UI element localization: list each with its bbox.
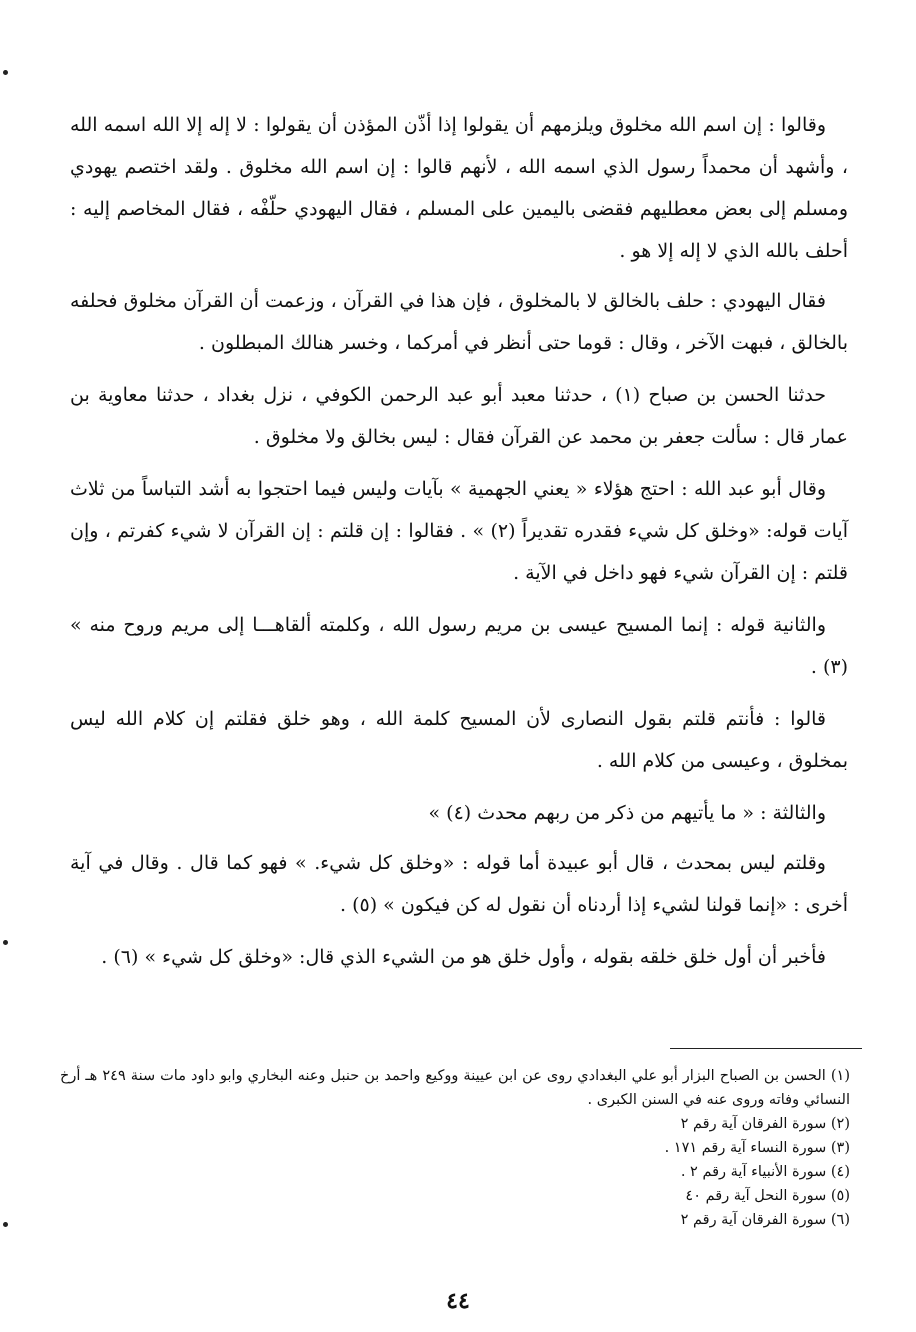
footnote-separator (670, 1048, 862, 1049)
paragraph: وقلتم ليس بمحدث ، قال أبو عبيدة أما قوله : «وخلق كل شيء. » فهو كما قال . وقال في آية أخرى : «إنما قولنا لشيء إذا أردناه أن نقول له كن فيكون » (٥) . (70, 852, 848, 916)
main-text (70, 104, 848, 988)
paragraph: حدثنا الحسن بن صباح (١) ، حدثنا معبد أبو عبد الرحمن الكوفي ، نزل بغداد ، حدثنا معاوية بن عمار قال : سألت جعفر بن محمد عن القرآن فقال : ليس بخالق ولا مخلوق . (70, 384, 848, 448)
paragraph: والثالثة : « ما يأتيهم من ذكر من ربهم محدث (٤) » (428, 802, 826, 824)
paragraph: وقالوا : إن اسم الله مخلوق ويلزمهم أن يقولوا إذا أذّن المؤذن أن يقولوا : لا إله إلا الله اسمه الله ، وأشهد أن محمداً رسول الذي اسمه الله ، لأنهم قالوا : إن اسم الله مخلوق . ولقد اختصم يهودي ومسلم إلى بعض معطليهم فقضى باليمين على المسلم ، فقال اليهودي حلّفْه ، فقال المخاصم إليه : أحلف بالله الذي لا إله إلا هو . (70, 114, 848, 262)
paragraph: فقال اليهودي : حلف بالخالق لا بالمخلوق ، فإن هذا في القرآن ، وزعمت أن القرآن مخلوق فحلفه بالخالق ، فبهت الآخر ، وقال : قوما حتى أنظر في أمركما ، وخسر هنالك المبطلون . (70, 290, 848, 354)
paragraph: قالوا : فأنتم قلتم بقول النصارى لأن المسيح كلمة الله ، وهو خلق فقلتم إن كلام الله ليس بمخلوق ، وعيسى من كلام الله . (70, 708, 848, 772)
footnote: (١) الحسن بن الصباح البزار أبو علي البغدادي روى عن ابن عيينة ووكيع واحمد بن حنبل وعنه البخاري وابو داود مات سنة ٢٤٩ هـ أرخ النسائي وفاته وروى عنه في السنن الكبرى . (60, 1068, 850, 1108)
scan-mark (3, 70, 8, 75)
paragraph: وقال أبو عبد الله : احتج هؤلاء « يعني الجهمية » بآيات وليس فيما احتجوا به أشد التباساً من ثلاث آيات قوله: «وخلق كل شيء فقدره تقديراً (٢) » . فقالوا : إن قلتم : إن القرآن لا شيء كفرتم ، وإن قلتم : إن القرآن شيء فهو داخل في الآية . (70, 478, 848, 584)
footnote: (٦) سورة الفرقان آية رقم ٢ (680, 1212, 850, 1228)
footnote: (٣) سورة النساء آية رقم ١٧١ . (664, 1140, 850, 1156)
page-number: ٤٤ (446, 1288, 470, 1314)
footnote: (٥) سورة النحل آية رقم ٤٠ (685, 1188, 850, 1204)
scan-mark (3, 1222, 8, 1227)
paragraph: فأخبر أن أول خلق خلقه بقوله ، وأول خلق هو من الشيء الذي قال: «وخلق كل شيء » (٦) . (101, 946, 826, 968)
scan-mark (3, 940, 8, 945)
footnote: (٤) سورة الأنبياء آية رقم ٢ . (680, 1164, 850, 1180)
footnotes (60, 1064, 850, 1232)
paragraph: والثانية قوله : إنما المسيح عيسى بن مريم رسول الله ، وكلمته ألقاهـــا إلى مريم وروح منه » (٣) . (70, 614, 848, 678)
footnote: (٢) سورة الفرقان آية رقم ٢ (680, 1116, 850, 1132)
